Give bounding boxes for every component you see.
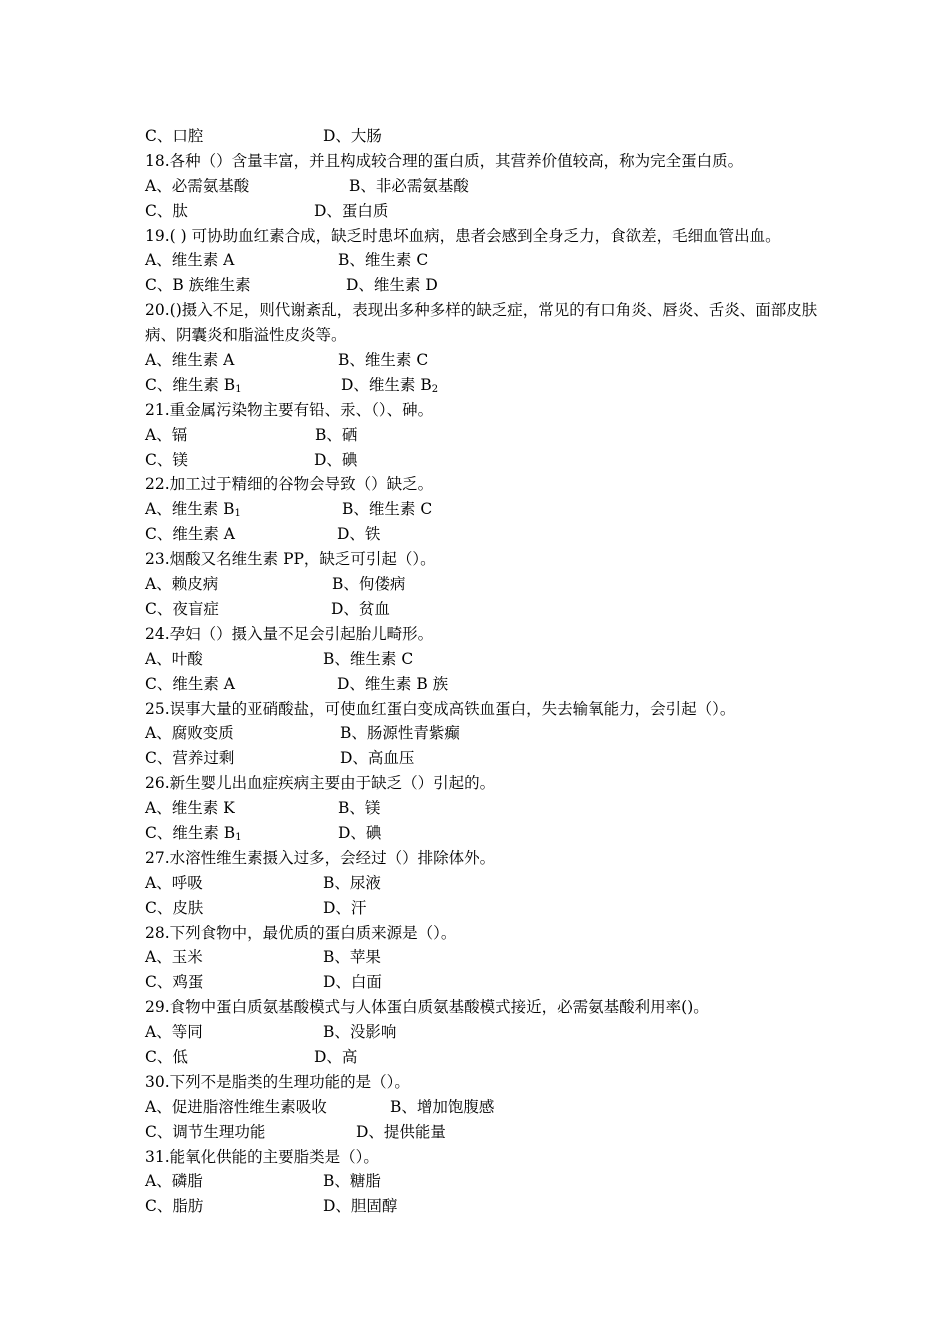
option-right: [331, 597, 390, 622]
option-left: [145, 522, 235, 547]
option-left-text: A、磷脂: [145, 1172, 203, 1191]
option-left-subscript: 1: [235, 831, 242, 843]
option-left: [145, 1045, 188, 1070]
option-right-text: B、维生素 C: [323, 649, 414, 668]
question-text: 20.()摄入不足，则代谢紊乱，表现出多种多样的缺乏症，常见的有口角炎、唇炎、舌炎、面部皮肤病、阴囊炎和脂溢性皮炎等。: [145, 301, 818, 345]
question-text: 31.能氧化供能的主要脂类是（）。: [145, 1147, 379, 1166]
option-left: [145, 721, 234, 746]
option-left-text: A、维生素 B: [145, 500, 235, 519]
option-left-text: C、维生素 A: [145, 525, 235, 544]
option-left: [145, 572, 218, 597]
option-row: [145, 199, 825, 224]
option-right-text: D、大肠: [323, 127, 382, 145]
option-left: [145, 746, 234, 771]
option-right-text: D、碘: [338, 823, 382, 842]
option-left-text: C、鸡蛋: [145, 973, 204, 992]
option-left: [145, 124, 203, 149]
option-row: [145, 174, 825, 199]
option-row: [145, 597, 825, 622]
option-left-text: C、口腔: [145, 127, 204, 145]
option-right: [342, 497, 432, 522]
option-left-text: A、腐败变质: [145, 724, 234, 743]
option-row: [145, 1194, 825, 1219]
option-left: [145, 199, 188, 224]
option-left-text: C、低: [145, 1047, 188, 1066]
option-left: [145, 796, 235, 821]
option-left: [145, 1194, 203, 1219]
option-row: [145, 721, 825, 746]
option-right-text: B、肠源性青紫癫: [340, 724, 460, 743]
option-left: [145, 896, 203, 921]
option-row: [145, 672, 825, 697]
option-right-text: D、维生素 D: [346, 276, 438, 295]
option-row: [145, 497, 825, 522]
option-left: [145, 1120, 265, 1145]
option-row: [145, 796, 825, 821]
option-left-text: C、维生素 A: [145, 674, 235, 693]
option-left-text: C、肽: [145, 201, 188, 220]
option-right-text: D、提供能量: [356, 1122, 446, 1141]
option-left-text: C、维生素 B: [145, 823, 236, 842]
option-left: [145, 373, 242, 401]
question-text: 28.下列食物中，最优质的蛋白质来源是（）。: [145, 923, 457, 942]
question-text: 27.水溶性维生素摄入过多，会经过（）排除体外。: [145, 848, 496, 867]
option-right: [323, 1194, 397, 1219]
question-text: 21.重金属污染物主要有铅、汞、（）、砷。: [145, 400, 434, 419]
question-list: [145, 124, 825, 1219]
option-right-subscript: 2: [431, 383, 439, 395]
option-row: [145, 647, 825, 672]
option-left-text: A、叶酸: [145, 649, 203, 668]
option-row: [145, 248, 825, 273]
option-right: [323, 945, 381, 970]
option-left-text: A、等同: [145, 1023, 203, 1042]
option-left: [145, 273, 251, 298]
option-right-text: B、非必需氨基酸: [349, 176, 469, 195]
option-right-text: B、增加饱腹感: [390, 1097, 495, 1116]
question-text: 22.加工过于精细的谷物会导致（）缺乏。: [145, 475, 434, 494]
option-right: [323, 871, 381, 896]
option-row: [145, 1095, 825, 1120]
option-left: [145, 1169, 203, 1194]
option-left-text: C、皮肤: [145, 898, 204, 917]
question-text: 29.食物中蛋白质氨基酸模式与人体蛋白质氨基酸模式接近，必需氨基酸利用率()。: [145, 998, 709, 1017]
option-right: [332, 572, 405, 597]
option-right: [338, 821, 381, 846]
option-right: [337, 672, 448, 697]
option-row: [145, 970, 825, 995]
option-left: [145, 821, 242, 849]
option-left: [145, 945, 203, 970]
option-left-text: C、镁: [145, 450, 188, 469]
option-right-text: D、铁: [337, 525, 381, 544]
option-left: [145, 672, 235, 697]
option-right: [323, 1020, 396, 1045]
option-right-text: B、尿液: [323, 873, 381, 892]
option-right-text: B、糖脂: [323, 1172, 381, 1191]
option-right-text: B、维生素 C: [338, 251, 429, 270]
option-right: [340, 721, 460, 746]
option-left-text: C、B 族维生素: [145, 276, 251, 295]
option-row: [145, 273, 825, 298]
option-left-subscript: 1: [235, 383, 242, 395]
option-right: [338, 248, 428, 273]
option-left-text: A、维生素 A: [145, 251, 235, 270]
option-right-text: B、佝偻病: [332, 575, 406, 594]
option-right-text: D、白面: [323, 973, 382, 992]
option-left: [145, 1095, 327, 1120]
option-right-text: D、碘: [314, 450, 358, 469]
option-row: [145, 945, 825, 970]
option-left-text: A、玉米: [145, 948, 203, 967]
option-right-text: D、高血压: [340, 749, 415, 768]
option-right-text: D、汗: [323, 898, 367, 917]
option-left-text: A、维生素 A: [145, 351, 235, 370]
option-right: [314, 199, 388, 224]
option-left-text: A、呼吸: [145, 873, 203, 892]
option-left-text: C、夜盲症: [145, 599, 219, 618]
option-left-subscript: 1: [234, 508, 241, 520]
option-left-text: A、维生素 K: [145, 799, 235, 818]
option-row: [145, 1020, 825, 1045]
option-left: [145, 871, 203, 896]
option-right: [323, 970, 382, 995]
option-right-text: D、高: [314, 1047, 358, 1066]
option-left: [145, 970, 203, 995]
option-right: [337, 522, 380, 547]
option-right: [323, 896, 366, 921]
option-left: [145, 248, 234, 273]
option-right: [346, 273, 438, 298]
question-text: 24.孕妇（）摄入量不足会引起胎儿畸形。: [145, 624, 434, 643]
option-right-text: B、没影响: [323, 1023, 397, 1042]
option-right-text: B、苹果: [323, 948, 381, 967]
option-right: [341, 373, 438, 401]
option-row: [145, 348, 825, 373]
option-right-text: D、蛋白质: [314, 201, 389, 220]
option-row: [145, 572, 825, 597]
question-text: 19.( ) 可协助血红素合成，缺乏时患坏血病，患者会感到全身乏力，食欲差，毛细血管出血。: [145, 226, 781, 245]
option-right-text: D、贫血: [331, 599, 390, 618]
option-left: [145, 348, 234, 373]
option-row: [145, 871, 825, 896]
option-right: [323, 124, 382, 149]
option-left-text: C、脂肪: [145, 1197, 204, 1216]
option-left-text: C、调节生理功能: [145, 1122, 266, 1141]
option-row: [145, 896, 825, 921]
option-left: [145, 497, 241, 525]
option-left-text: A、镉: [145, 425, 188, 444]
option-right-text: B、镁: [338, 799, 381, 818]
option-right-text: D、胆固醇: [323, 1197, 398, 1216]
option-left: [145, 647, 203, 672]
option-right: [315, 423, 357, 448]
option-right-text: B、维生素 C: [338, 351, 429, 370]
option-right: [338, 796, 380, 821]
option-row: [145, 448, 825, 473]
option-right-text: D、维生素 B: [341, 375, 432, 394]
option-row: [145, 1120, 825, 1145]
option-row: [145, 522, 825, 547]
option-right-text: B、硒: [315, 425, 358, 444]
option-right: [356, 1120, 446, 1145]
option-left: [145, 597, 219, 622]
option-row: [145, 746, 825, 771]
option-left: [145, 174, 249, 199]
option-right: [349, 174, 469, 199]
option-right: [390, 1095, 494, 1120]
option-left-text: C、营养过剩: [145, 749, 235, 768]
option-right-text: B、维生素 C: [342, 500, 433, 519]
question-text: 18.各种（）含量丰富，并且构成较合理的蛋白质，其营养价值较高，称为完全蛋白质。: [145, 151, 744, 170]
option-left-text: A、促进脂溶性维生素吸收: [145, 1097, 327, 1116]
question-text: 30.下列不是脂类的生理功能的是（）。: [145, 1072, 410, 1091]
option-right-text: D、维生素 B 族: [337, 674, 449, 693]
question-text: 26.新生婴儿出血症疾病主要由于缺乏（）引起的。: [145, 774, 496, 793]
option-row: [145, 423, 825, 448]
option-right: [314, 448, 357, 473]
option-right: [323, 647, 413, 672]
option-left: [145, 1020, 203, 1045]
option-row: [145, 373, 825, 398]
option-row: [145, 821, 825, 846]
option-left: [145, 423, 187, 448]
option-right: [340, 746, 414, 771]
option-left-text: C、维生素 B: [145, 375, 236, 394]
option-left: [145, 448, 188, 473]
option-row: [145, 124, 825, 149]
option-left-text: A、赖皮病: [145, 575, 219, 594]
question-text: 23.烟酸又名维生素 PP，缺乏可引起（）。: [145, 550, 436, 569]
question-text: 25.误事大量的亚硝酸盐，可使血红蛋白变成高铁血蛋白，失去输氧能力，会引起（）。: [145, 699, 736, 718]
option-right: [323, 1169, 381, 1194]
option-row: [145, 1169, 825, 1194]
option-right: [338, 348, 428, 373]
option-row: [145, 1045, 825, 1070]
option-right: [314, 1045, 357, 1070]
option-left-text: A、必需氨基酸: [145, 176, 250, 195]
